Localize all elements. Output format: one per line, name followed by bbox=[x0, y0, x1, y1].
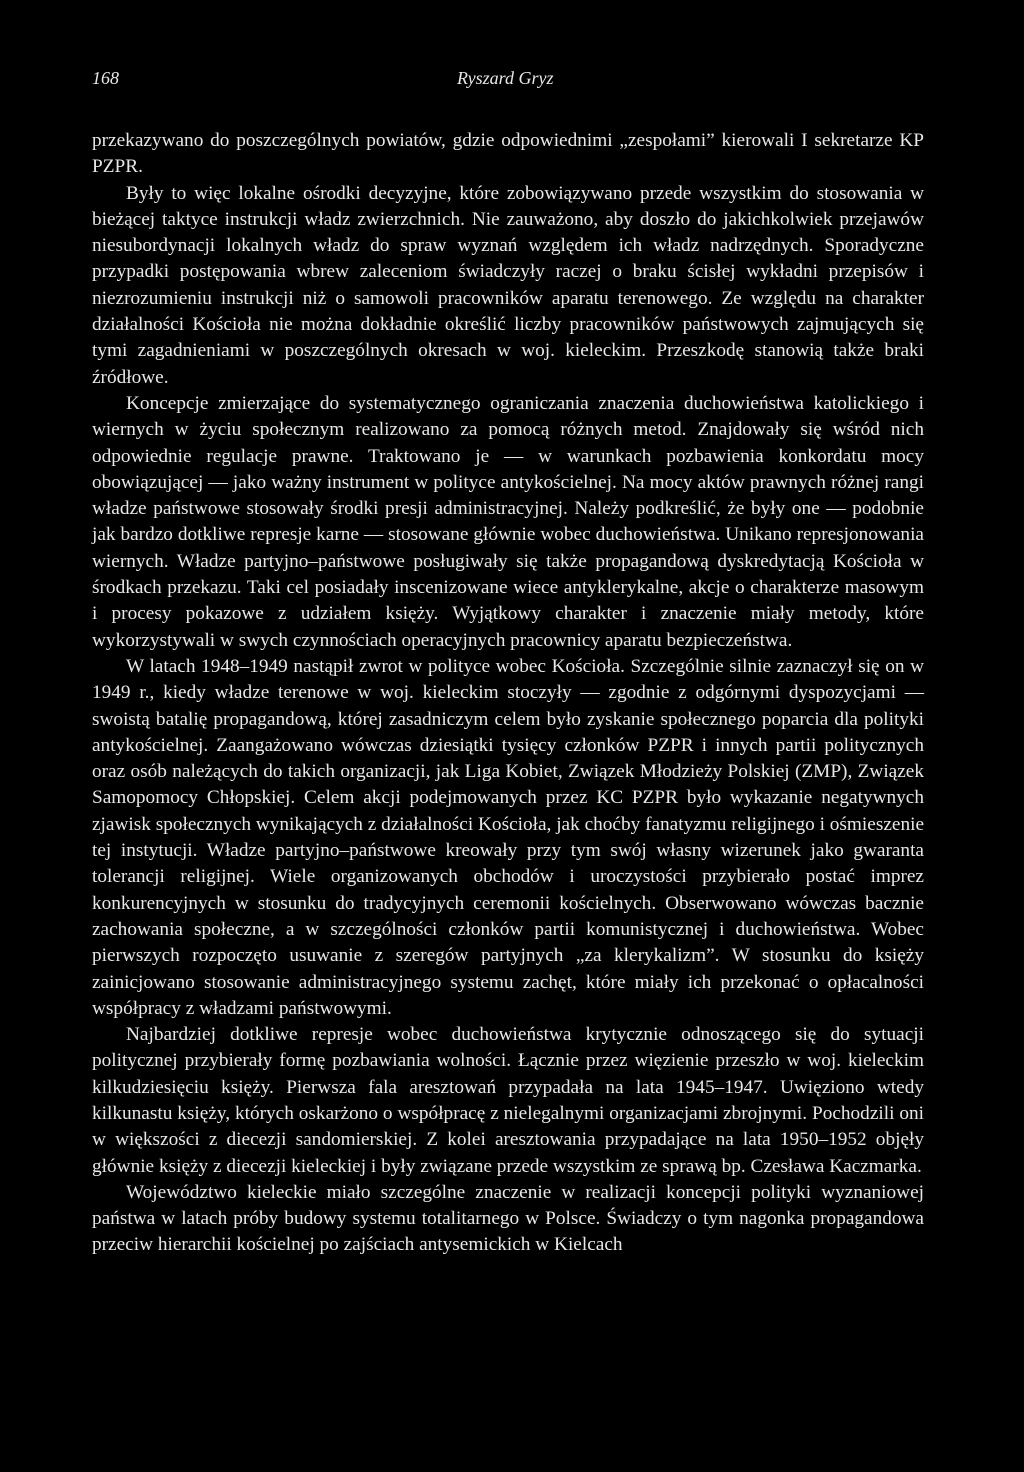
paragraph: Koncepcje zmierzające do systematycznego ograniczania znaczenia duchowieństwa katolickiego i wiernych w życiu społecznym realizowano za pomocą różnych metod. Znajdowały się wśród nich odpowiednie regulacje prawne. Traktowano je — w warunkach pozbawienia konkordatu mocy obowiązującej — jako ważny instrument w polityce antykościelnej. Na mocy aktów prawnych różnej rangi władze państwowe stosowały środki presji administracyjnej. Należy podkreślić, że były one — podobnie jak bardzo dotkliwe represje karne — stosowane głównie wobec duchowieństwa. Unikano represjonowania wiernych. Władze partyjno–państwowe posługiwały się także propagandową dyskredytacją Kościoła w środkach przekazu. Taki cel posiadały inscenizowane wiece antyklerykalne, akcje o charakterze masowym i procesy pokazowe z udziałem księży. Wyjątkowy charakter i znaczenie miały metody, które wykorzystywali w swych czynnościach operacyjnych pracownicy aparatu bezpieczeństwa. bbox=[92, 392, 924, 651]
document-page bbox=[92, 60, 924, 1259]
body-text bbox=[92, 128, 924, 1259]
paragraph: Województwo kieleckie miało szczególne znaczenie w realizacji koncepcji polityki wyznaniowej państwa w latach próby budowy systemu totalitarnego w Polsce. Świadczy o tym nagonka propagandowa przeciw hierarchii kościelnej po zajściach antysemickich w Kielcach bbox=[92, 1181, 924, 1256]
paragraph: Najbardziej dotkliwe represje wobec duchowieństwa krytycznie odnoszącego się do sytuacji politycznej przybierały formę pozbawiania wolności. Łącznie przez więzienie przeszło w woj. kieleckim kilkudziesięciu księży. Pierwsza fala aresztowań przypadała na lata 1945–1947. Uwięziono wtedy kilkunastu księży, których oskarżono o współpracę z nielegalnymi organizacjami zbrojnymi. Pochodzili oni w większości z diecezji sandomierskiej. Z kolei aresztowania przypadające na lata 1950–1952 objęły głównie księży z diecezji kieleckiej i były związane przede wszystkim ze sprawą bp. Czesława Kaczmarka. bbox=[92, 1024, 924, 1177]
page-number: 168 bbox=[92, 68, 119, 88]
paragraph: Były to więc lokalne ośrodki decyzyjne, które zobowiązywano przede wszystkim do stosowania w bieżącej taktyce instrukcji władz zwierzchnich. Nie zauważono, aby doszło do jakichkolwiek przejawów niesubordynacji lokalnych władz do spraw wyznań względem ich władz nadrzędnych. Sporadyczne przypadki postępowania wbrew zaleceniom świadczyły raczej o braku ścisłej wykładni przepisów i niezrozumieniu instrukcji niż o samowoli pracowników aparatu terenowego. Ze względu na charakter działalności Kościoła nie można dokładnie określić liczby pracowników państwowych zajmujących się tymi zagadnieniami w poszczególnych okresach w woj. kieleckim. Przeszkodę stanowią także braki źródłowe. bbox=[92, 182, 924, 388]
paragraph: W latach 1948–1949 nastąpił zwrot w polityce wobec Kościoła. Szczególnie silnie zaznaczył się on w 1949 r., kiedy władze terenowe w woj. kieleckim stoczyły — zgodnie z odgórnymi dyspozycjami — swoistą batalię propagandową, której zasadniczym celem było zyskanie społecznego poparcia dla polityki antykościelnej. Zaangażowano wówczas dziesiątki tysięcy członków PZPR i innych partii politycznych oraz osób należących do takich organizacji, jak Liga Kobiet, Związek Młodzieży Polskiej (ZMP), Związek Samopomocy Chłopskiej. Celem akcji podejmowanych przez KC PZPR było wykazanie negatywnych zjawisk społecznych wynikających z działalności Kościoła, jak choćby fanatyzmu religijnego i ośmieszenie tej instytucji. Władze partyjno–państwowe kreowały przy tym swój własny wizerunek jako gwaranta tolerancji religijnej. Wiele organizowanych obchodów i uroczystości przybierało postać imprez konkurencyjnych w stosunku do tradycyjnych ceremonii kościelnych. Obserwowano wówczas bacznie zachowania społeczne, a w szczególności członków partii komunistycznej i duchowieństwa. Wobec pierwszych rozpoczęto usuwanie z szeregów partyjnych „za klerykalizm”. W stosunku do księży zainicjowano stosowanie administracyjnego systemu zachęt, które miały ich przekonać o opłacalności współpracy z władzami państwowymi. bbox=[92, 655, 925, 1019]
paragraph: przekazywano do poszczególnych powiatów, gdzie odpowiednimi „zespołami” kierowali I sekretarze KP PZPR. bbox=[92, 130, 924, 178]
running-head bbox=[92, 60, 924, 90]
running-head-author: Ryszard Gryz bbox=[457, 68, 554, 88]
